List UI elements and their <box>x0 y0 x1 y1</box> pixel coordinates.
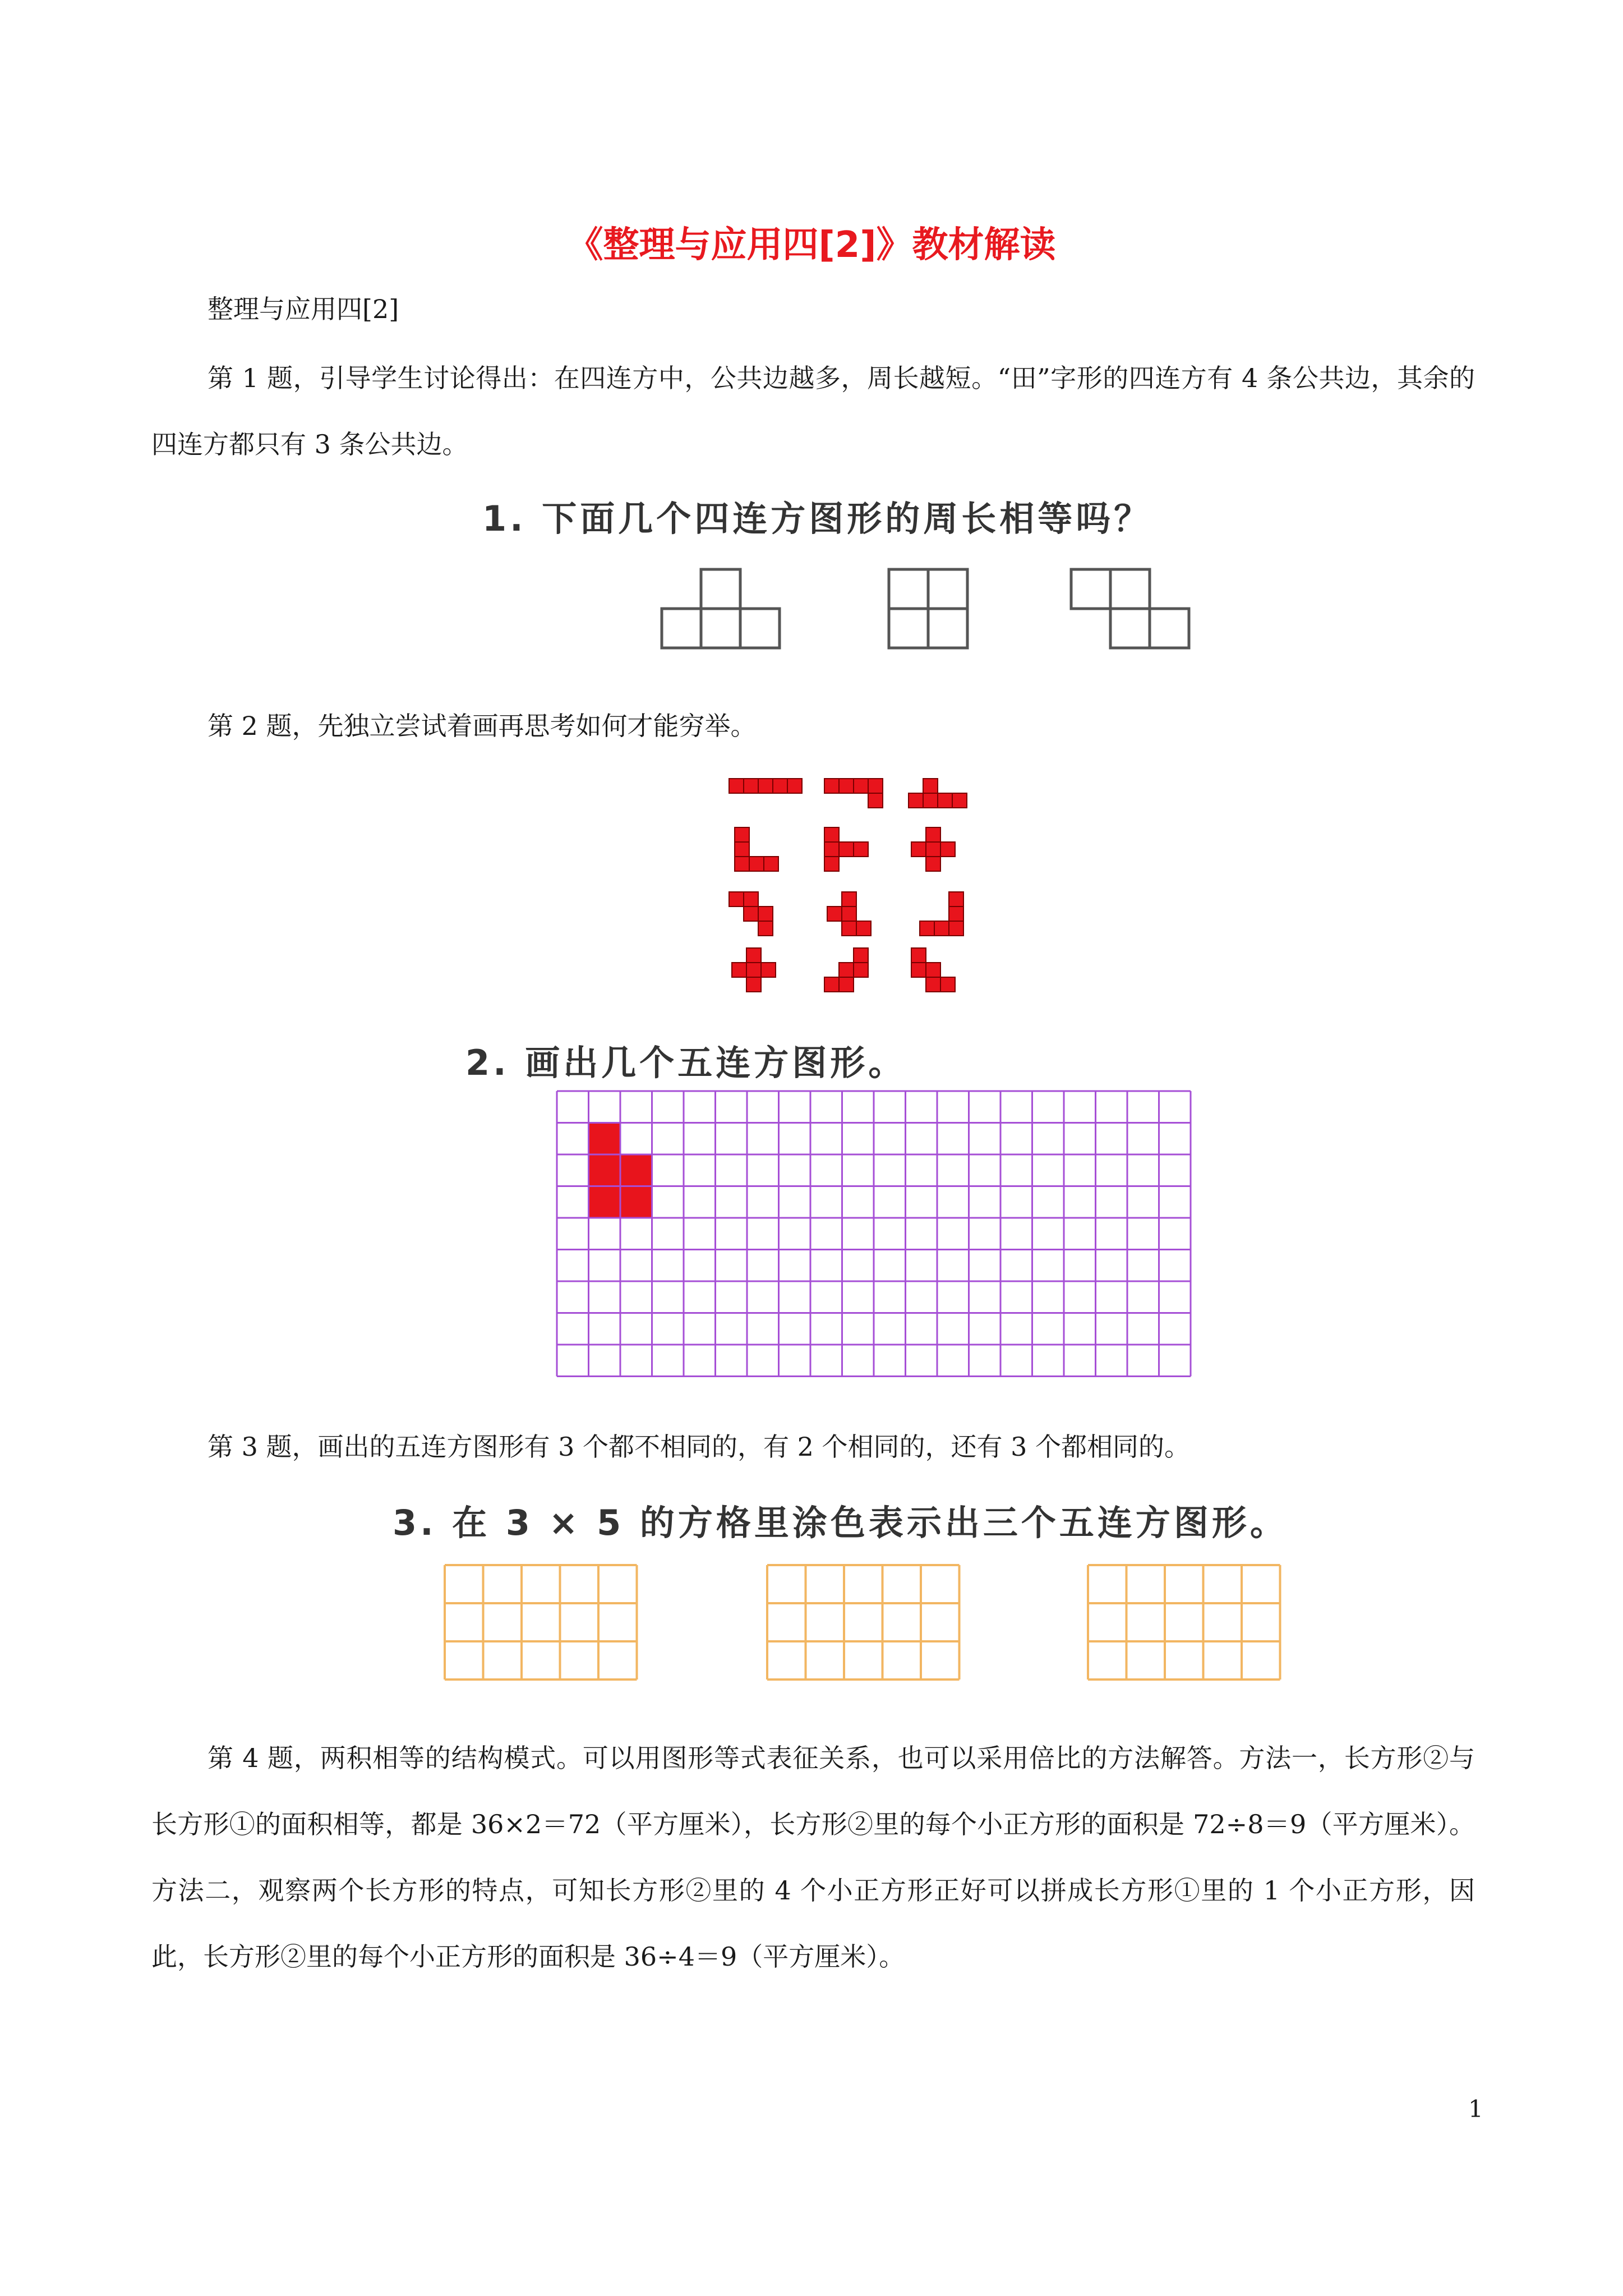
orange-grid-3x5 <box>445 1565 637 1680</box>
question-3-label: 3. 在 3 × 5 的方格里涂色表示出三个五连方图形。 <box>393 1502 1288 1543</box>
orange-grid-3x5 <box>1088 1565 1280 1680</box>
orange-grid-3x5 <box>767 1565 960 1680</box>
paragraph-q4: 第 4 题，两积相等的结构模式。可以用图形等式表征关系，也可以采用倍比的方法解答。方法一，长方形②与长方形①的面积相等，都是 36×2＝72（平方厘米），长方形②里的每个小正方形的面积是 72÷8＝9（平方厘米）。方法二，观察两个长方形的特点，可知长方形②里的 4 个小正方形正好可以拼成长方形①里的 1 个小正方形，因此，长方形②里的每个小正方形的面积是 36÷4＝9（平方厘米）。 <box>151 1743 1475 1972</box>
page-title: 《整理与应用四[2]》教材解读 <box>567 224 1056 266</box>
question-2-label: 2. 画出几个五连方图形。 <box>465 1042 907 1083</box>
section-subheading: 整理与应用四[2] <box>208 294 399 324</box>
paragraph-q3: 第 3 题，画出的五连方图形有 3 个都不相同的，有 2 个相同的，还有 3 个都相同的。 <box>208 1432 1191 1462</box>
page-number: 1 <box>1468 2095 1483 2123</box>
question-1-label: 1. 下面几个四连方图形的周长相等吗？ <box>482 498 1152 539</box>
paragraph-q2: 第 2 题，先独立尝试着画再思考如何才能穷举。 <box>208 711 757 741</box>
paragraph-q1: 第 1 题，引导学生讨论得出：在四连方中，公共边越多，周长越短。“田”字形的四连方有 4 条公共边，其余的四连方都只有 3 条公共边。 <box>151 363 1475 459</box>
